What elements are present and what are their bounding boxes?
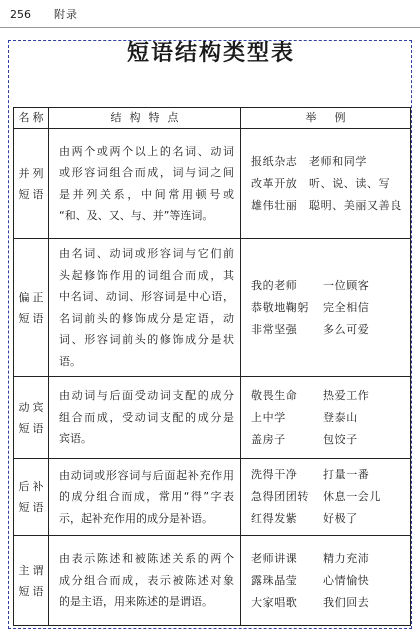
- structure-description-cell: [49, 129, 241, 239]
- table-row-verb-complement: [14, 459, 411, 536]
- example-phrase: 休息一会儿: [323, 490, 381, 503]
- example-phrase: 恭敬地鞠躬: [251, 300, 309, 314]
- example-phrase: 多么可爱: [323, 322, 370, 336]
- example-phrase: 一位顾客: [323, 278, 370, 292]
- description-line: 由名词、动词或形容词与它们前: [59, 247, 234, 260]
- table-row-modifier-head: [14, 239, 411, 377]
- description-line: 或形容词组合而成，词与词之间: [59, 166, 234, 179]
- example-phrase: 急得团团转: [251, 490, 309, 503]
- table-row-subject-predicate: [14, 536, 411, 626]
- structure-description-cell: [49, 377, 241, 459]
- example-phrase: 老师和同学: [309, 154, 367, 168]
- header-features: [49, 108, 241, 129]
- example-line: [251, 275, 410, 297]
- description-line: 由表示陈述和被陈述关系的两个: [59, 552, 234, 566]
- example-phrase: 报纸杂志: [251, 154, 298, 168]
- phrase-type-label: 并列: [18, 166, 47, 180]
- header-examples-label: 举例: [305, 111, 364, 124]
- header-features-label: 结构特点: [110, 111, 187, 124]
- phrase-type-label: 动宾: [18, 400, 47, 414]
- structure-description-cell: [49, 536, 241, 626]
- example-phrase: 洗得干净: [251, 468, 298, 481]
- phrase-type-label: 短语: [18, 501, 47, 514]
- description-line: 的是主语，用来陈述的是谓语。: [59, 595, 213, 609]
- example-line: [251, 173, 410, 195]
- example-line: [251, 548, 410, 570]
- example-phrase: 包饺子: [323, 432, 358, 446]
- description-line: 词、形容词前头的修饰成分是状: [59, 333, 234, 346]
- header-name-label: 名称: [18, 111, 47, 124]
- description-line: 头起修饰作用的词组合而成，其: [59, 268, 234, 282]
- example-phrase: 打量一番: [323, 468, 370, 481]
- description-line: 成分组合而成，表示被陈述对象: [59, 573, 234, 587]
- examples-cell: [241, 536, 411, 626]
- example-phrase: 我们回去: [323, 595, 370, 609]
- example-phrase: 老师讲课: [251, 551, 298, 565]
- table-row-verb-object: [14, 377, 411, 459]
- examples-cell: [241, 459, 411, 536]
- phrase-type-label: 短语: [18, 187, 47, 201]
- phrase-type-cell: [14, 129, 49, 239]
- phrase-type-cell: [14, 536, 49, 626]
- example-line: [251, 486, 410, 508]
- example-phrase: 听、说、读、写: [309, 176, 391, 190]
- phrase-type-label: 偏正: [18, 290, 47, 304]
- description-line: 名词前头的修饰成分是定语，动: [59, 311, 234, 325]
- example-phrase: 精力充沛: [323, 551, 370, 565]
- example-line: [251, 407, 410, 429]
- example-line: [251, 385, 410, 407]
- example-phrase: 登泰山: [323, 410, 358, 424]
- phrase-structure-table: [13, 107, 411, 626]
- phrase-type-label: 短语: [18, 421, 47, 435]
- example-phrase: 聪明、美丽又善良: [309, 198, 402, 212]
- example-phrase: 心情愉快: [323, 573, 370, 587]
- example-phrase: 好极了: [323, 512, 358, 525]
- example-line: [251, 151, 410, 173]
- description-line: “和、及、又、与、并”等连词。: [59, 209, 214, 222]
- phrase-type-label: 主谓: [18, 563, 47, 577]
- phrase-type-cell: [14, 239, 49, 377]
- example-phrase: 露珠晶莹: [251, 573, 298, 587]
- description-line: 语。: [59, 354, 81, 368]
- phrase-type-label: 后补: [18, 480, 47, 493]
- example-phrase: 完全相信: [323, 300, 370, 314]
- example-line: [251, 195, 410, 217]
- description-line: 示，起补充作用的成分是补语。: [59, 511, 213, 525]
- section-name: 附录: [54, 8, 78, 21]
- phrase-type-label: 短语: [18, 311, 47, 325]
- examples-cell: [241, 129, 411, 239]
- example-line: [251, 319, 410, 341]
- header-rule: [0, 27, 420, 28]
- description-line: 的成分组合而成，常用“得”字表: [59, 490, 234, 504]
- description-line: 由两个或两个以上的名词、动词: [59, 144, 234, 158]
- header-examples: [241, 108, 411, 129]
- header-name: [14, 108, 49, 129]
- example-phrase: 盖房子: [251, 432, 286, 446]
- example-phrase: 雄伟壮丽: [251, 198, 298, 212]
- phrase-type-cell: [14, 377, 49, 459]
- example-line: [251, 570, 410, 592]
- example-phrase: 上中学: [251, 410, 286, 424]
- description-line: 中名词、动词、形容词是中心语，: [59, 290, 234, 303]
- examples-cell: [241, 239, 411, 377]
- example-phrase: 热爱工作: [323, 388, 370, 402]
- example-line: [251, 297, 410, 319]
- example-phrase: 红得发紫: [251, 512, 298, 525]
- description-line: 组合而成，受动词支配的成分是: [59, 410, 234, 424]
- example-phrase: 非常坚强: [251, 322, 298, 336]
- example-phrase: 改革开放: [251, 176, 298, 190]
- page-title: 短语结构类型表: [126, 41, 295, 66]
- examples-cell: [241, 377, 411, 459]
- example-line: [251, 429, 410, 451]
- table-row-coordinate: [14, 129, 411, 239]
- description-line: 由动词或形容词与后面起补充作用: [59, 468, 234, 482]
- page-number: 256: [10, 8, 31, 21]
- example-line: [251, 592, 410, 614]
- table-header-row: [14, 108, 411, 129]
- phrase-type-cell: [14, 459, 49, 536]
- description-line: 是并列关系，中间常用顿号或: [59, 187, 234, 201]
- structure-description-cell: [49, 459, 241, 536]
- example-line: [251, 508, 410, 530]
- description-line: 宾语。: [59, 432, 92, 446]
- example-phrase: 敬畏生命: [251, 388, 298, 402]
- example-line: [251, 464, 410, 486]
- phrase-type-label: 短语: [18, 584, 47, 598]
- structure-description-cell: [49, 239, 241, 377]
- example-phrase: 大家唱歌: [251, 595, 298, 609]
- example-phrase: 我的老师: [251, 278, 298, 292]
- description-line: 由动词与后面受动词支配的成分: [59, 389, 234, 403]
